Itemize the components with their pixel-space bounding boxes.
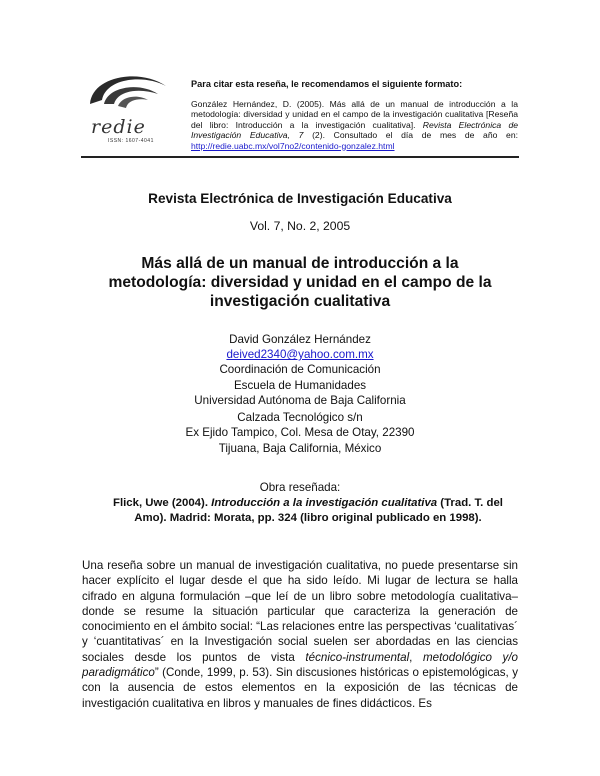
body-emphasis-2: metodológico y/o paradigmático (82, 650, 519, 680)
reviewed-work-reference (98, 496, 518, 527)
logo-issn: ISSN: 1607-4041 (108, 138, 154, 144)
address-block (0, 410, 600, 456)
citation-journal: Revista Electrónica de Investigación Educativa, 7 (191, 119, 518, 141)
logo-wordmark: redie (91, 116, 146, 138)
cite-heading: Para citar esta reseña, le recomendamos el siguiente formato: (191, 79, 463, 89)
swirl-logo-icon (80, 64, 180, 124)
volume-info: Vol. 7, No. 2, 2005 (249, 219, 351, 233)
header-divider (81, 156, 519, 158)
author-name: David González Hernández (229, 333, 371, 346)
article-title: Más allá de un manual de introducción a la metodología: diversidad y unidad en el campo de la investigación cualitativa (108, 255, 492, 310)
citation-text (191, 99, 518, 151)
redie-logo (80, 64, 180, 154)
author-department: Coordinación de Comunicación (219, 363, 381, 377)
address-line-3: Tijuana, Baja California, México (218, 441, 382, 455)
journal-title: Revista Electrónica de Investigación Educativa (148, 191, 452, 206)
body-emphasis-1: técnico-instrumental (305, 650, 410, 664)
body-text-c: ” (Conde, 1999, p. 53). Sin discusiones históricas o epistemológicas, y con la ausencia de estos elementos en la exposición de las técnicas de investigación cualitativa en libros y manuales de fines didácticos. Es (82, 666, 518, 710)
author-email-link[interactable]: deived2340@yahoo.com.mx (226, 348, 374, 362)
body-text-a: Una reseña sobre un manual de investigación cualitativa, no puede presentarse sin hacer explícito el lugar desde el que ha sido leído. Mi lugar de lectura se halla cifrado en alguna formulación –que leí de un libro sobre metodología cualitativa– donde se resume la situación particular que caracteriza la generación de conocimiento en el ámbito social: “Las relaciones entre las perspectivas ‘cualitativas´ y ‘cuantitativas´ en la Investigación social suelen ser abordadas en las ciencias sociales desde los puntos de vista (82, 559, 518, 664)
reviewed-book-title: Introducción a la investigación cualitativa (211, 497, 438, 509)
body-paragraph (82, 558, 518, 711)
address-line-2: Ex Ejido Tampico, Col. Mesa de Otay, 22390 (185, 426, 415, 440)
citation-url-link[interactable]: http://redie.uabc.mx/vol7no2/contenido-gonzalez.html (191, 140, 395, 151)
reviewed-author-year: Flick, Uwe (2004). (113, 497, 212, 509)
citation-part-1: González Hernández, D. (2005). Más allá de un manual de introducción a la metodología: diversidad y unidad en el campo de la investigación cualitativa [Reseña del libro: Introducción a la investigación cualitativa]. (191, 99, 518, 130)
author-school: Escuela de Humanidades (233, 378, 367, 392)
author-block (0, 332, 600, 408)
address-line-1: Calzada Tecnológico s/n (237, 411, 363, 424)
body-text-b: , (409, 650, 423, 664)
reviewed-details: (Trad. T. del Amo). Madrid: Morata, pp. 324 (libro original publicado en 1998). (134, 497, 503, 525)
citation-part-2: (2). Consultado el día de mes de año en: (303, 130, 519, 141)
reviewed-work-label: Obra reseñada: (259, 481, 341, 494)
author-university: Universidad Autónoma de Baja California (194, 393, 406, 407)
